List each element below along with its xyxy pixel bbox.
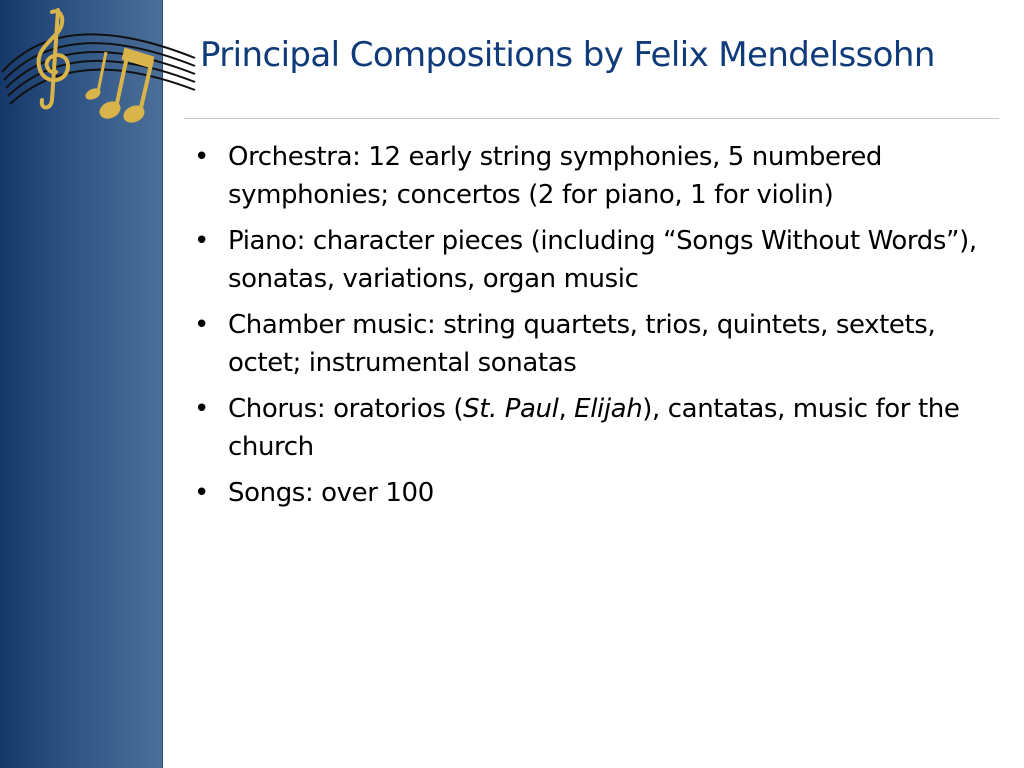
bullet-text: Piano: character pieces (including “Songs Without Words”), sonatas, variations, organ music [228, 226, 977, 294]
bullet-dot: • [194, 142, 209, 172]
work-title-st-paul: St. Paul [463, 394, 559, 424]
work-title-elijah: Elijah [574, 394, 643, 424]
bullet-list [190, 138, 1005, 520]
bullet-item-songs [190, 474, 1005, 512]
bullet-item-chorus [190, 390, 1005, 466]
bullet-text: Songs: over 100 [228, 478, 434, 508]
slide-title: Principal Compositions by Felix Mendelssohn [200, 35, 935, 75]
bullet-item-chamber-music [190, 306, 1005, 382]
bullet-text: Orchestra: 12 early string symphonies, 5 numbered symphonies; concertos (2 for piano, 1 for violin) [228, 142, 883, 210]
bullet-text [228, 394, 959, 462]
bullet-item-piano [190, 222, 1005, 298]
music-notes-treble-clef-icon [0, 0, 200, 130]
bullet-dot: • [194, 478, 209, 508]
bullet-item-orchestra [190, 138, 1005, 214]
bullet-dot: • [194, 226, 209, 256]
bullet-dot: • [194, 394, 209, 424]
chorus-text-start: Chorus: oratorios ( [228, 394, 464, 424]
bullet-text: Chamber music: string quartets, trios, quintets, sextets, octet; instrumental sonatas [228, 310, 936, 378]
chorus-text-end: ), cantatas, music for the church [228, 394, 960, 462]
chorus-separator: , [558, 394, 575, 424]
title-divider [184, 118, 999, 119]
bullet-dot: • [194, 310, 209, 340]
